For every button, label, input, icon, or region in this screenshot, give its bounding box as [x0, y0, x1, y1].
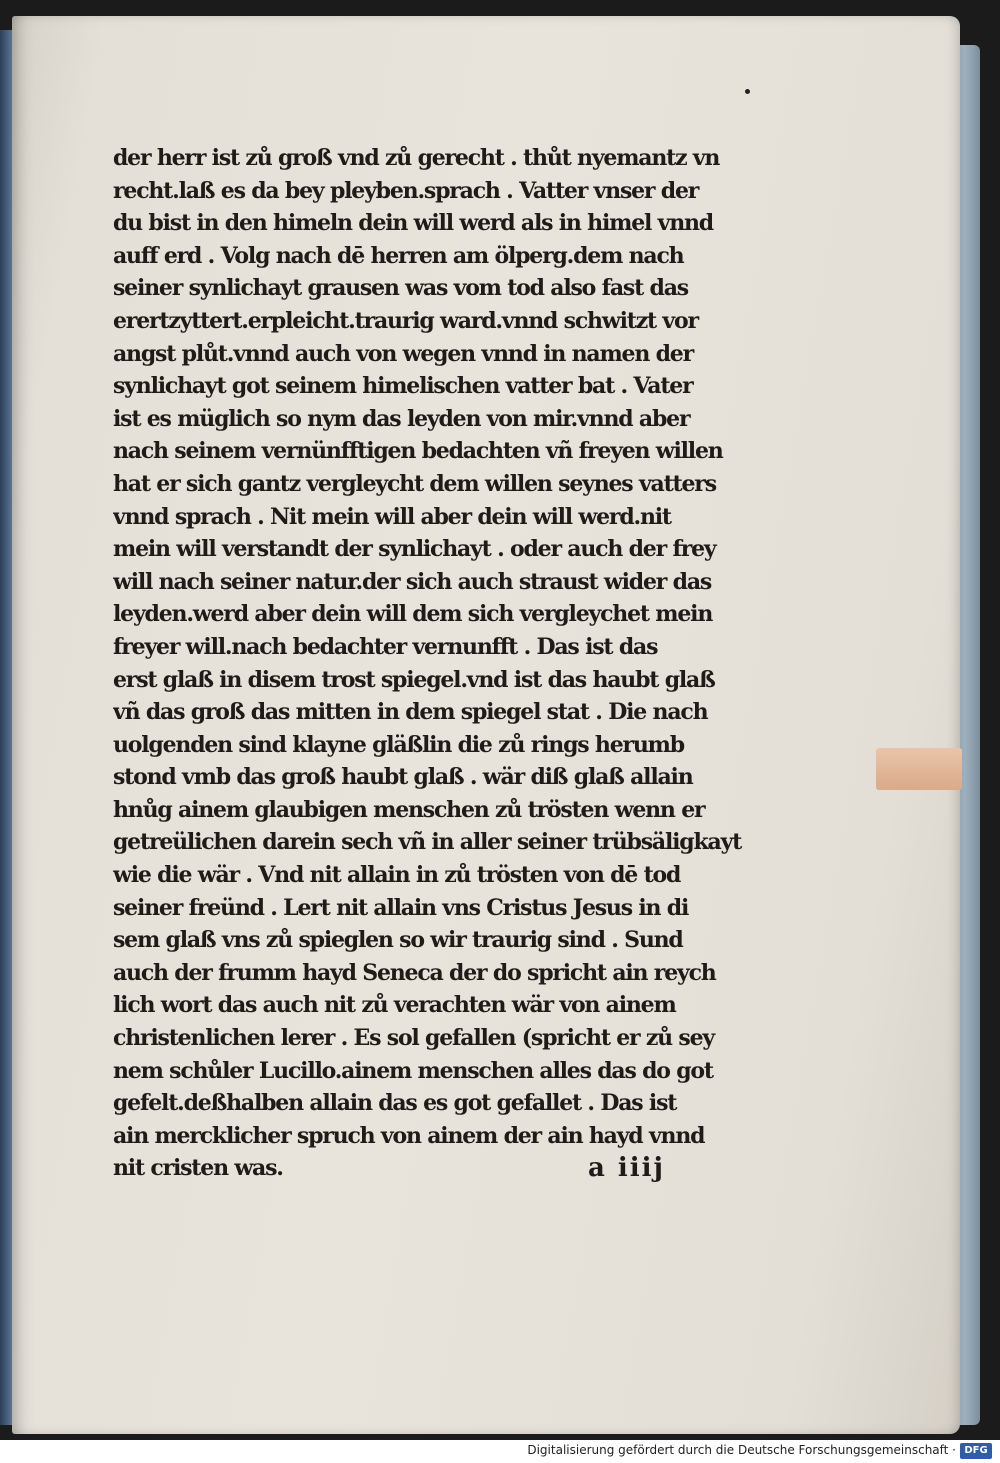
ink-dot	[745, 89, 750, 94]
text-line: lich wort das auch nit zů verachten wär von ainem	[113, 992, 676, 1019]
text-line: seiner synlichayt grausen was vom tod also fast das	[113, 275, 688, 302]
text-line: vnnd sprach . Nit mein will aber dein will werd.nit	[113, 503, 671, 530]
funding-credit: Digitalisierung gefördert durch die Deutsche Forschungsgemeinschaft ·	[527, 1443, 956, 1457]
text-line: nem schůler Lucillo.ainem menschen alles das do got	[113, 1057, 713, 1084]
text-line: wie die wär . Vnd nit allain in zů trösten von dē tod	[113, 862, 681, 889]
text-line: mein will verstandt der synlichayt . oder auch der frey	[113, 536, 716, 563]
text-line: vñ das groß das mitten in dem spiegel stat . Die nach	[113, 699, 708, 726]
footer-bar	[0, 1440, 1000, 1463]
text-line: du bist in den himeln dein will werd als in himel vnnd	[113, 210, 713, 237]
text-line: nach seinem vernünfftigen bedachten vñ freyen willen	[113, 438, 723, 465]
signature-mark: a iiij	[588, 1153, 665, 1183]
text-line: auch der frumm hayd Seneca der do spricht ain reych	[113, 959, 716, 986]
text-line: christenlichen lerer . Es sol gefallen (spricht er zů sey	[113, 1025, 714, 1052]
text-line: sem glaß vns zů spieglen so wir traurig sind . Sund	[113, 927, 683, 954]
text-line: gefelt.deßhalben allain das es got gefallet . Das ist	[113, 1090, 677, 1117]
text-line: leyden.werd aber dein will dem sich vergleychet mein	[113, 601, 713, 628]
text-line: der herr ist zů groß vnd zů gerecht . thůt nyemantz vn	[113, 145, 720, 171]
text-line: erst glaß in disem trost spiegel.vnd ist das haubt glaß	[113, 666, 715, 693]
text-line: synlichayt got seinem himelischen vatter bat . Vater	[113, 373, 693, 400]
text-line: recht.laß es da bey pleyben.sprach . Vatter vnser der	[113, 177, 699, 204]
text-line: ist es müglich so nym das leyden von mir.vnnd aber	[113, 405, 690, 432]
text-line: seiner freünd . Lert nit allain vns Cristus Jesus in di	[113, 894, 689, 921]
text-line: auff erd . Volg nach dē herren am ölperg.dem nach	[113, 242, 684, 269]
text-line: uolgenden sind klayne gläßlin die zů rings herumb	[113, 731, 684, 758]
text-line: hnůg ainem glaubigen menschen zů trösten wenn er	[113, 796, 705, 823]
text-line: ain mercklicher spruch von ainem der ain hayd vnnd	[113, 1122, 705, 1149]
text-line: nit cristen was.	[113, 1155, 283, 1182]
text-line: stond vmb das groß haubt glaß . wär diß glaß allain	[113, 764, 693, 791]
text-line: erertzyttert.erpleicht.traurig ward.vnnd schwitzt vor	[113, 307, 698, 334]
paper-tab-bookmark	[876, 748, 962, 790]
dfg-logo-icon: DFG	[960, 1443, 992, 1459]
text-line: hat er sich gantz vergleycht dem willen seynes vatters	[113, 470, 716, 497]
text-line: will nach seiner natur.der sich auch straust wider das	[113, 568, 712, 595]
text-line: angst plůt.vnnd auch von wegen vnnd in namen der	[113, 340, 693, 367]
text-line: freyer will.nach bedachter vernunfft . Das ist das	[113, 633, 658, 660]
text-line: getreülichen darein sech vñ in aller seiner trübsäligkayt	[113, 829, 742, 856]
page-text	[113, 142, 743, 1185]
